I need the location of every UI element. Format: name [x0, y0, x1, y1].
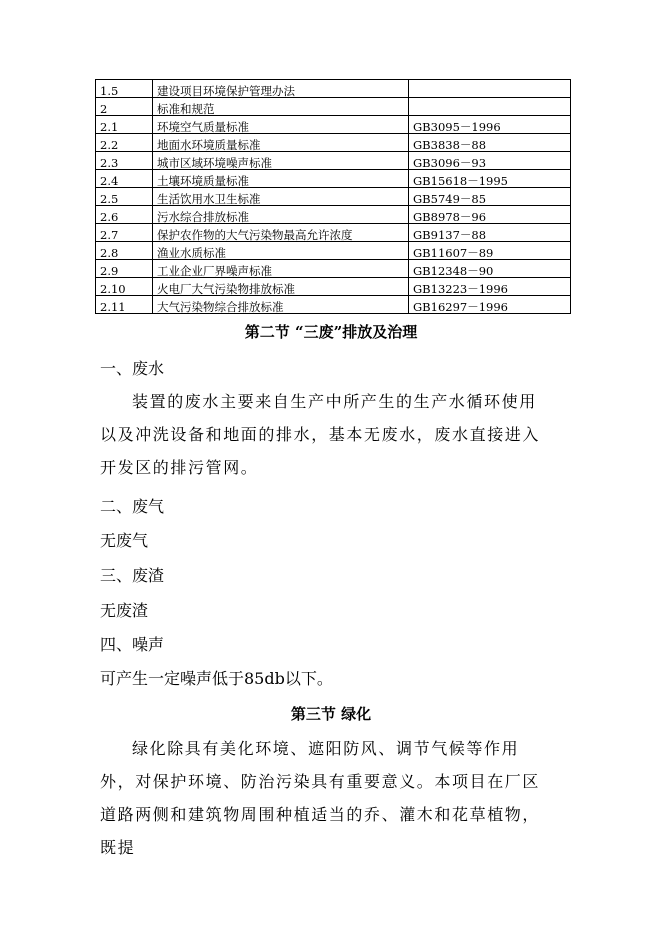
standard-name-cell: 环境空气质量标准: [153, 116, 409, 134]
standard-code-cell: GB16297－1996: [409, 296, 571, 314]
standard-name-cell: 城市区域环境噪声标准: [153, 152, 409, 170]
standard-number-cell: 1.5: [96, 80, 153, 98]
table-row: [96, 278, 571, 296]
standard-name-cell: 生活饮用水卫生标准: [153, 188, 409, 206]
standard-code-cell: GB3096－93: [409, 152, 571, 170]
table-row: [96, 206, 571, 224]
noise-heading: 四、噪声: [100, 635, 165, 654]
standard-name-cell: 保护农作物的大气污染物最高允许浓度: [153, 224, 409, 242]
standard-code-cell: GB8978－96: [409, 206, 571, 224]
standard-code-cell: [409, 98, 571, 116]
standard-number-cell: 2.2: [96, 134, 153, 152]
standard-name-cell: 地面水环境质量标准: [153, 134, 409, 152]
standard-number-cell: 2.7: [96, 224, 153, 242]
standards-table: [95, 79, 571, 314]
waste-residue-heading: 三、废渣: [100, 566, 165, 585]
standard-name-cell: 火电厂大气污染物排放标准: [153, 278, 409, 296]
table-row: [96, 152, 571, 170]
table-row: [96, 260, 571, 278]
standard-name-cell: 土壤环境质量标准: [153, 170, 409, 188]
standard-name-cell: 污水综合排放标准: [153, 206, 409, 224]
standard-number-cell: 2.10: [96, 278, 153, 296]
standard-name-cell: 标准和规范: [153, 98, 409, 116]
wastewater-paragraph: 装置的废水主要来自生产中所产生的生产水循环使用以及冲洗设备和地面的排水，基本无废水，废水直接进入开发区的排污管网。: [100, 392, 541, 477]
wastewater-heading: 一、废水: [100, 359, 165, 378]
standard-name-cell: 大气污染物综合排放标准: [153, 296, 409, 314]
standard-number-cell: 2.5: [96, 188, 153, 206]
greening-paragraph: 绿化除具有美化环境、遮阳防风、调节气候等作用外，对保护环境、防治污染具有重要意义。本项目在厂区道路两侧和建筑物周围种植适当的乔、灌木和花草植物，既提: [100, 739, 541, 857]
standard-number-cell: 2.3: [96, 152, 153, 170]
standard-number-cell: 2.9: [96, 260, 153, 278]
standard-code-cell: GB13223－1996: [409, 278, 571, 296]
standard-code-cell: GB3838－88: [409, 134, 571, 152]
waste-gas-text: 无废气: [100, 531, 149, 550]
standards-table-body: [96, 80, 571, 314]
table-row: [96, 296, 571, 314]
standard-number-cell: 2.6: [96, 206, 153, 224]
table-row: [96, 170, 571, 188]
section2-title: 第二节 “三废”排放及治理: [244, 323, 418, 341]
table-row: [96, 116, 571, 134]
standard-code-cell: GB11607－89: [409, 242, 571, 260]
standard-code-cell: GB9137－88: [409, 224, 571, 242]
standard-code-cell: [409, 80, 571, 98]
standard-number-cell: 2.8: [96, 242, 153, 260]
standard-number-cell: 2.1: [96, 116, 153, 134]
noise-text: 可产生一定噪声低于85db以下。: [100, 669, 333, 688]
standard-number-cell: 2.11: [96, 296, 153, 314]
standard-name-cell: 建设项目环境保护管理办法: [153, 80, 409, 98]
standard-code-cell: GB15618－1995: [409, 170, 571, 188]
waste-residue-text: 无废渣: [100, 601, 149, 620]
table-row: [96, 242, 571, 260]
table-row: [96, 134, 571, 152]
standard-code-cell: GB12348－90: [409, 260, 571, 278]
standard-name-cell: 工业企业厂界噪声标准: [153, 260, 409, 278]
table-row: [96, 98, 571, 116]
standard-name-cell: 渔业水质标准: [153, 242, 409, 260]
table-row: [96, 188, 571, 206]
table-row: [96, 80, 571, 98]
standard-code-cell: GB5749－85: [409, 188, 571, 206]
standard-number-cell: 2: [96, 98, 153, 116]
standard-code-cell: GB3095－1996: [409, 116, 571, 134]
section3-title: 第三节 绿化: [290, 705, 372, 723]
standard-number-cell: 2.4: [96, 170, 153, 188]
waste-gas-heading: 二、废气: [100, 497, 165, 516]
table-row: [96, 224, 571, 242]
